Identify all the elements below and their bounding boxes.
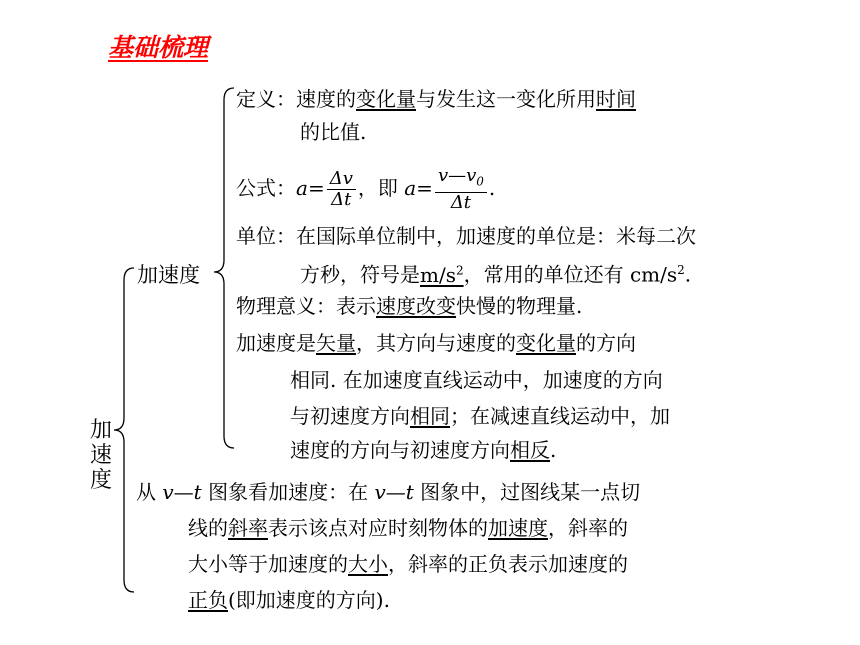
inner-brace [214, 88, 234, 448]
keyword-opposite: 相反 [510, 438, 550, 462]
root-label [88, 418, 114, 493]
keyword-vector: 矢量 [316, 331, 356, 355]
fraction-delta-v-over-delta-t: $\frac{\Delta v}{\Delta t}$ [327, 169, 356, 210]
vt-line-1: 从 v—t 图象看加速度：在 v—t 图象中，过图线某一点切 [136, 480, 641, 504]
vt-line-4: 正负(即加速度的方向). [188, 588, 390, 612]
keyword-slope: 斜率 [228, 516, 268, 540]
unit-symbol: $m/s^2$ [420, 262, 464, 287]
root-label-char-1: 加 [89, 418, 112, 443]
keyword-change-amount-2: 变化量 [516, 331, 576, 355]
vector-line-3: 与初速度方向相同；在减速直线运动中，加 [290, 404, 670, 428]
outer-brace [114, 268, 134, 592]
fraction-velocity-change: $\frac{v—v_0}{\Delta t}$ [435, 166, 487, 213]
formula-line: 公式：a= $\frac{\Delta v}{\Delta t}$ ，即 a= $\frac{v—v_0}{\Delta t}$ . [236, 165, 496, 213]
keyword-velocity-change: 速度改变 [376, 294, 456, 318]
keyword-change-amount: 变化量 [356, 87, 416, 111]
vector-line-2: 相同. 在加速度直线运动中，加速度的方向 [290, 368, 663, 392]
meaning-line: 物理意义：表示速度改变快慢的物理量. [236, 294, 583, 318]
keyword-sign: 正负 [188, 588, 228, 612]
keyword-acceleration: 加速度 [488, 516, 548, 540]
vt-line-2: 线的斜率表示该点对应时刻物体的加速度，斜率的 [188, 516, 628, 540]
vector-line-1: 加速度是矢量，其方向与速度的变化量的方向 [236, 331, 636, 355]
keyword-time: 时间 [596, 87, 636, 111]
unit-line-1: 单位：在国际单位制中，加速度的单位是：米每二次 [236, 224, 696, 248]
sub-label: 加速度 [137, 263, 200, 287]
definition-line-2: 的比值. [300, 120, 367, 144]
vt-line-3: 大小等于加速度的大小，斜率的正负表示加速度的 [188, 552, 628, 576]
unit-line-2: 方秒，符号是$m/s^2$，常用的单位还有 $cm/s^2$. [300, 262, 692, 287]
root-label-char-2: 速 [89, 443, 112, 468]
keyword-magnitude: 大小 [348, 552, 388, 576]
section-title: 基础梳理 [108, 33, 209, 62]
keyword-same: 相同 [410, 404, 450, 428]
vector-line-4: 速度的方向与初速度方向相反. [290, 438, 557, 462]
definition-line-1: 定义：速度的变化量与发生这一变化所用时间 [236, 87, 636, 111]
root-label-char-3: 度 [89, 468, 112, 493]
